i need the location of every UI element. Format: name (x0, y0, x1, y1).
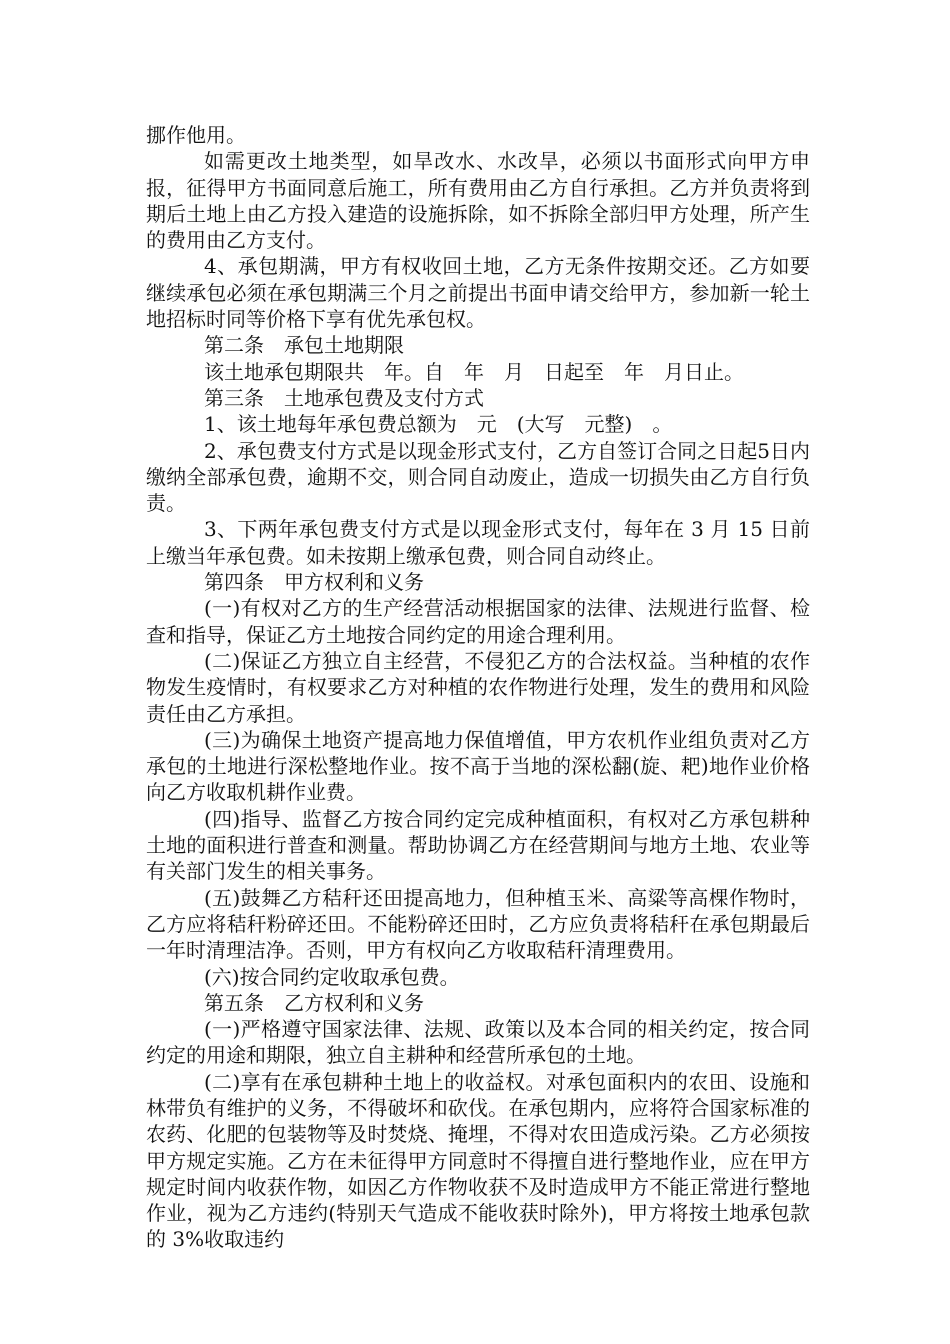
paragraph: 如需更改土地类型，如旱改水、水改旱，必须以书面形式向甲方申报，征得甲方书面同意后施工，所有费用由乙方自行承担。乙方并负责将到期后土地上由乙方投入建造的设施拆除，如不拆除全部归甲方处理，所产生的费用由乙方支付。 (146, 149, 810, 253)
document-page (146, 122, 810, 1253)
paragraph: (二)保证乙方独立自主经营，不侵犯乙方的合法权益。当种植的农作物发生疫情时，有权要求乙方对种植的农作物进行处理，发生的费用和风险责任由乙方承担。 (146, 648, 810, 726)
article-heading: 第二条 承包土地期限 (204, 333, 404, 358)
paragraph: 该土地承包期限共 年。自 年 月 日起至 年 月日止。 (204, 359, 744, 384)
article-heading: 第四条 甲方权利和义务 (204, 570, 424, 595)
paragraph: (二)享有在承包耕种土地上的收益权。对承包面积内的农田、设施和林带负有维护的义务，不得破坏和砍伐。在承包期内，应将符合国家标准的农药、化肥的包装物等及时焚烧、掩埋，不得对农田造成污染。乙方必须按甲方规定实施。乙方在未征得甲方同意时不得擅自进行整地作业，应在甲方规定时间内收获作物，如因乙方作物收获不及时造成甲方不能正常进行整地作业，视为乙方违约(特别天气造成不能收获时除外)，甲方将按土地承包款的 3%收取违约 (146, 1069, 810, 1252)
paragraph: (一)有权对乙方的生产经营活动根据国家的法律、法规进行监督、检查和指导，保证乙方土地按合同约定的用途合理利用。 (146, 596, 810, 647)
paragraph: 1、该土地每年承包费总额为 元 (大写 元整) 。 (204, 412, 673, 437)
paragraph: (一)严格遵守国家法律、法规、政策以及本合同的相关约定，按合同约定的用途和期限，独立自主耕种和经营所承包的土地。 (146, 1017, 810, 1068)
paragraph: (六)按合同约定收取承包费。 (204, 964, 460, 989)
paragraph: 3、下两年承包费支付方式是以现金形式支付，每年在 3 月 15 日前上缴当年承包费。如未按期上缴承包费，则合同自动终止。 (146, 517, 810, 568)
article-heading: 第五条 乙方权利和义务 (204, 990, 424, 1015)
paragraph: (三)为确保土地资产提高地力保值增值，甲方农机作业组负责对乙方承包的土地进行深松整地作业。按不高于当地的深松翻(旋、耙)地作业价格向乙方收取机耕作业费。 (146, 727, 810, 805)
paragraph: 挪作他用。 (146, 123, 246, 147)
paragraph: (五)鼓舞乙方秸秆还田提高地力，但种植玉米、高粱等高棵作物时，乙方应将秸秆粉碎还田。不能粉碎还田时，乙方应负责将秸秆在承包期最后一年时清理洁净。否则，甲方有权向乙方收取秸秆清理费用。 (146, 885, 810, 963)
article-heading: 第三条 土地承包费及支付方式 (204, 385, 484, 410)
paragraph: 2、承包费支付方式是以现金形式支付，乙方自签订合同之日起5日内缴纳全部承包费，逾期不交，则合同自动废止，造成一切损失由乙方自行负责。 (146, 438, 810, 516)
paragraph: (四)指导、监督乙方按合同约定完成种植面积，有权对乙方承包耕种土地的面积进行普查和测量。帮助协调乙方在经营期间与地方土地、农业等有关部门发生的相关事务。 (146, 806, 810, 884)
paragraph: 4、承包期满，甲方有权收回土地，乙方无条件按期交还。乙方如要继续承包必须在承包期满三个月之前提出书面申请交给甲方，参加新一轮土地招标时同等价格下享有优先承包权。 (146, 254, 810, 332)
